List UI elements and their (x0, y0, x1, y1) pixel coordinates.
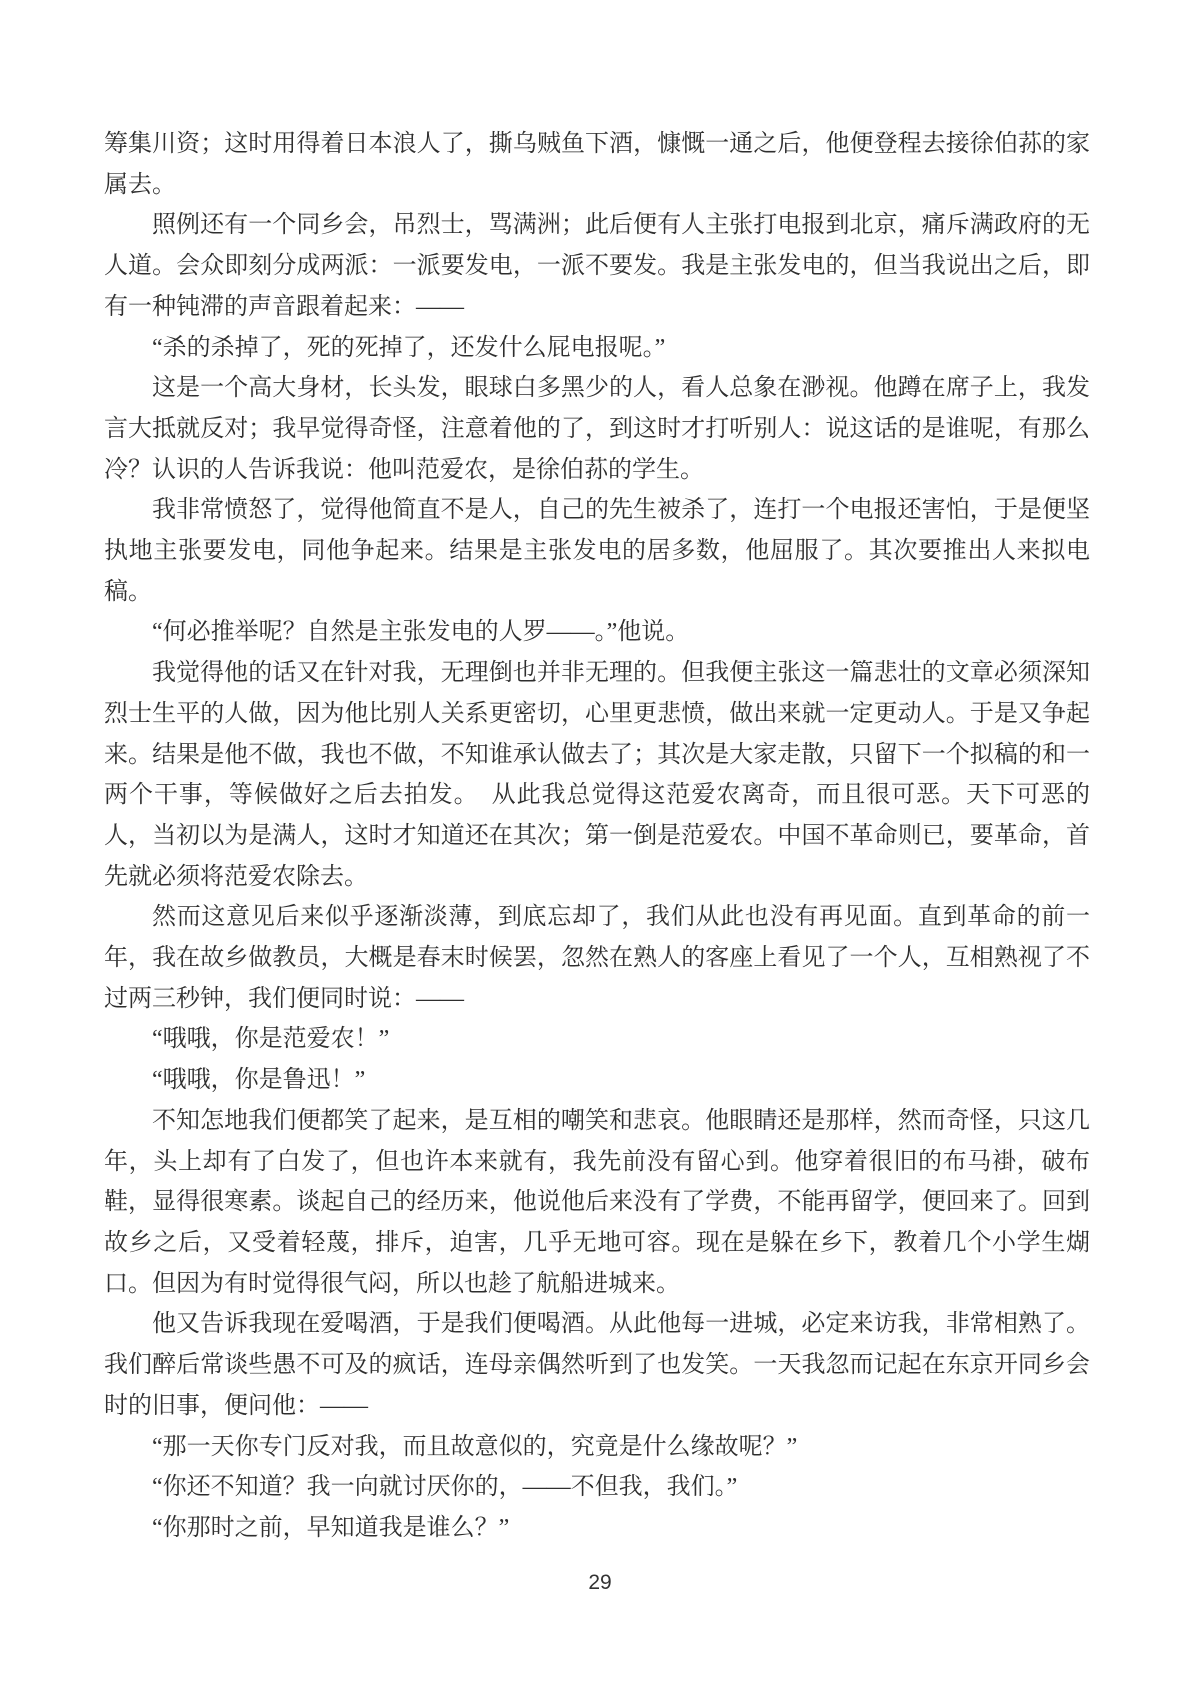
paragraph: 这是一个高大身材，长头发，眼球白多黑少的人，看人总象在渺视。他蹲在席子上，我发言大抵就反对；我早觉得奇怪，注意着他的了，到这时才打听别人：说这话的是谁呢，有那么冷？认识的人告诉我说：他叫范爱农，是徐伯荪的学生。 (104, 375, 1090, 483)
paragraph: 我觉得他的话又在针对我，无理倒也并非无理的。但我便主张这一篇悲壮的文章必须深知烈士生平的人做，因为他比别人关系更密切，心里更悲愤，做出来就一定更动人。于是又争起来。结果是他不做，我也不做，不知谁承认做去了；其次是大家走散，只留下一个拟稿的和一两个干事，等候做好之后去拍发。 从此我总觉得这范爱农离奇，而且很可恶。天下可恶的人，当初以为是满人，这时才知道还在其次；第一倒是范爱农。中国不革命则已，要革命，首先就必须将范爱农除去。 (104, 660, 1090, 890)
paragraph-dialogue: “杀的杀掉了，死的死掉了，还发什么屁电报呢。” (152, 334, 666, 361)
paragraph: 照例还有一个同乡会，吊烈士，骂满洲；此后便有人主张打电报到北京，痛斥满政府的无人道。会众即刻分成两派：一派要发电，一派不要发。我是主张发电的，但当我说出之后，即有一种钝滞的声音跟着起来：—— (104, 212, 1090, 320)
paragraph-dialogue: “你那时之前，早知道我是谁么？” (152, 1514, 510, 1541)
page-number: 29 (588, 1571, 612, 1594)
paragraph: 不知怎地我们便都笑了起来，是互相的嘲笑和悲哀。他眼睛还是那样，然而奇怪，只这几年，头上却有了白发了，但也许本来就有，我先前没有留心到。他穿着很旧的布马褂，破布鞋，显得很寒素。谈起自己的经历来，他说他后来没有了学费，不能再留学，便回来了。回到故乡之后，又受着轻蔑，排斥，迫害，几乎无地可容。现在是躲在乡下，教着几个小学生煳口。但因为有时觉得很气闷，所以也趁了航船进城来。 (104, 1107, 1090, 1297)
paragraph: 他又告诉我现在爱喝酒，于是我们便喝酒。从此他每一进城，必定来访我，非常相熟了。我们醉后常谈些愚不可及的疯话，连母亲偶然听到了也发笑。一天我忽而记起在东京开同乡会时的旧事，便问他：—— (104, 1311, 1090, 1419)
paragraph-dialogue: “那一天你专门反对我，而且故意似的，究竟是什么缘故呢？” (152, 1433, 798, 1460)
paragraph: 然而这意见后来似乎逐渐淡薄，到底忘却了，我们从此也没有再见面。直到革命的前一年，我在故乡做教员，大概是春末时候罢，忽然在熟人的客座上看见了一个人，互相熟视了不过两三秒钟，我们便同时说：—— (104, 904, 1090, 1012)
paragraph-dialogue: “何必推举呢？自然是主张发电的人罗——。”他说。 (152, 619, 690, 646)
paragraph-dialogue: “哦哦，你是范爱农！” (152, 1026, 390, 1053)
paragraph-dialogue: “哦哦，你是鲁迅！” (152, 1067, 366, 1094)
paragraph: 我非常愤怒了，觉得他简直不是人，自己的先生被杀了，连打一个电报还害怕，于是便坚执地主张要发电，同他争起来。结果是主张发电的居多数，他屈服了。其次要推出人来拟电稿。 (104, 497, 1090, 605)
text-block (104, 124, 1090, 1549)
page-footer (0, 1568, 1200, 1598)
paragraph-dialogue: “你还不知道？我一向就讨厌你的，——不但我，我们。” (152, 1474, 738, 1501)
paragraph: 筹集川资；这时用得着日本浪人了，撕乌贼鱼下酒，慷慨一通之后，他便登程去接徐伯荪的家属去。 (104, 131, 1090, 198)
